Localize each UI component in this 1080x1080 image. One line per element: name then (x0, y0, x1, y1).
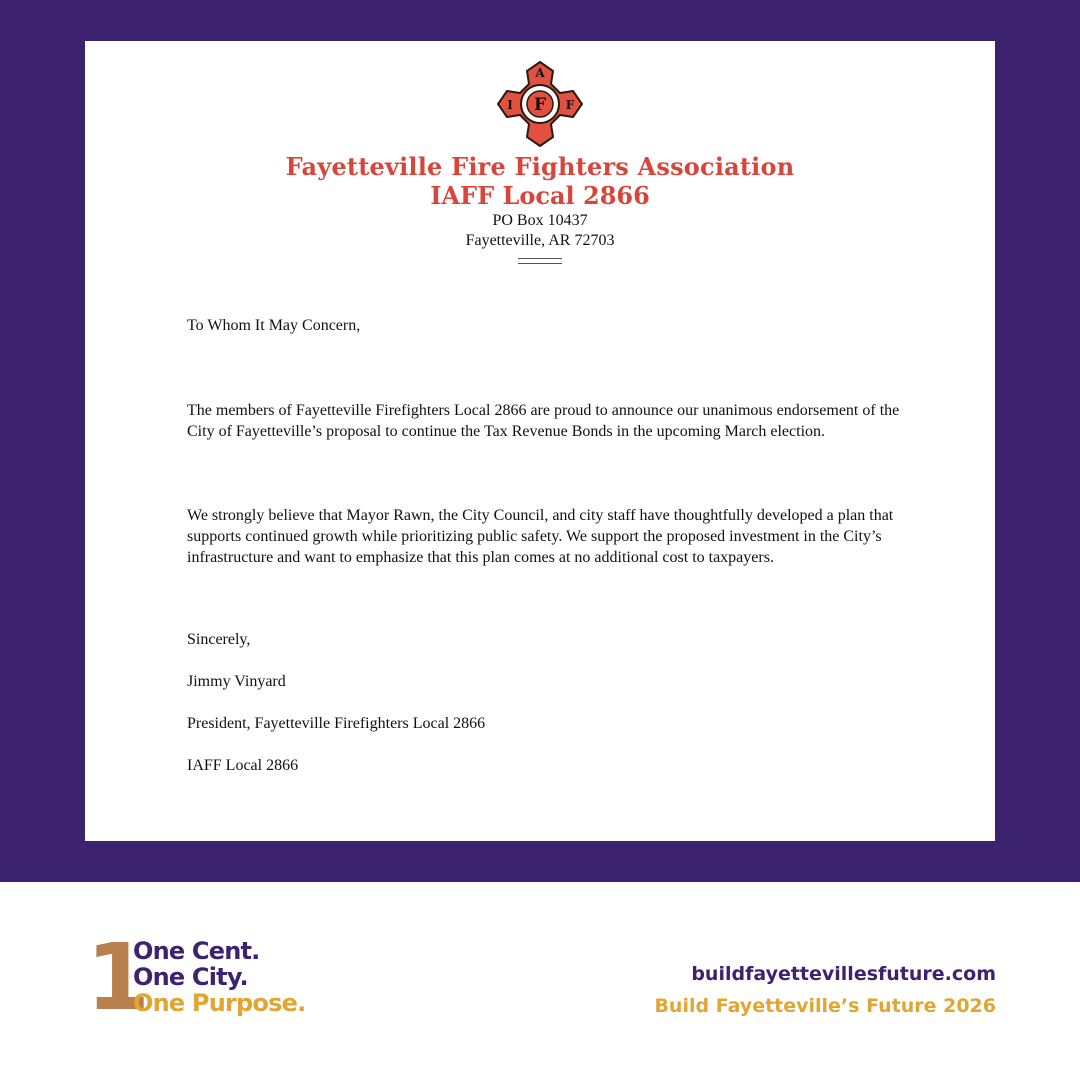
paragraph-endorsement: The members of Fayetteville Firefighters Local 2866 are proud to announce our unanimous endorsement of the City of Fayetteville’s proposal to continue the Tax Revenue Bonds in the upcoming March election. (187, 402, 900, 440)
logo-letter-left: I (507, 98, 513, 112)
signer-name: Jimmy Vinyard (187, 673, 286, 690)
signer-org: IAFF Local 2866 (187, 757, 299, 774)
union-label-icon (518, 258, 562, 264)
big-one-numeral: 1 (86, 924, 147, 1031)
slogan-line-3: One Purpose. (133, 989, 306, 1017)
footer-info (654, 958, 996, 1022)
paragraph-support: We strongly believe that Mayor Rawn, the City Council, and city staff have thoughtfully developed a plan that supports continued growth while prioritizing public safety. We support the proposed investment in the City’s infrastructure and want to emphasize that this plan comes at no additional cost to taxpayers. (187, 507, 894, 566)
address-line-2: Fayetteville, AR 72703 (465, 232, 615, 249)
org-local: IAFF Local 2866 (430, 181, 650, 210)
campaign-tagline: Build Fayetteville’s Future 2026 (654, 995, 996, 1017)
org-name: Fayetteville Fire Fighters Association (285, 152, 795, 181)
logo-letter-top: A (535, 66, 545, 80)
letter-page (85, 41, 995, 841)
logo-letter-right: F (565, 98, 575, 112)
iaff-maltese-cross-logo (495, 59, 585, 149)
address-line-1: PO Box 10437 (492, 212, 588, 229)
letterhead (85, 59, 995, 269)
salutation: To Whom It May Concern, (187, 317, 361, 334)
slogan-line-2: One City. (133, 963, 248, 991)
website-link[interactable]: buildfayettevillesfuture.com (691, 963, 996, 985)
campaign-slogan (133, 938, 305, 1016)
signer-title: President, Fayetteville Firefighters Local 2866 (187, 715, 486, 732)
closing: Sincerely, (187, 631, 251, 648)
letter-body (187, 315, 907, 776)
slogan-line-1: One Cent. (133, 937, 260, 965)
logo-letter-center: F (533, 95, 547, 115)
